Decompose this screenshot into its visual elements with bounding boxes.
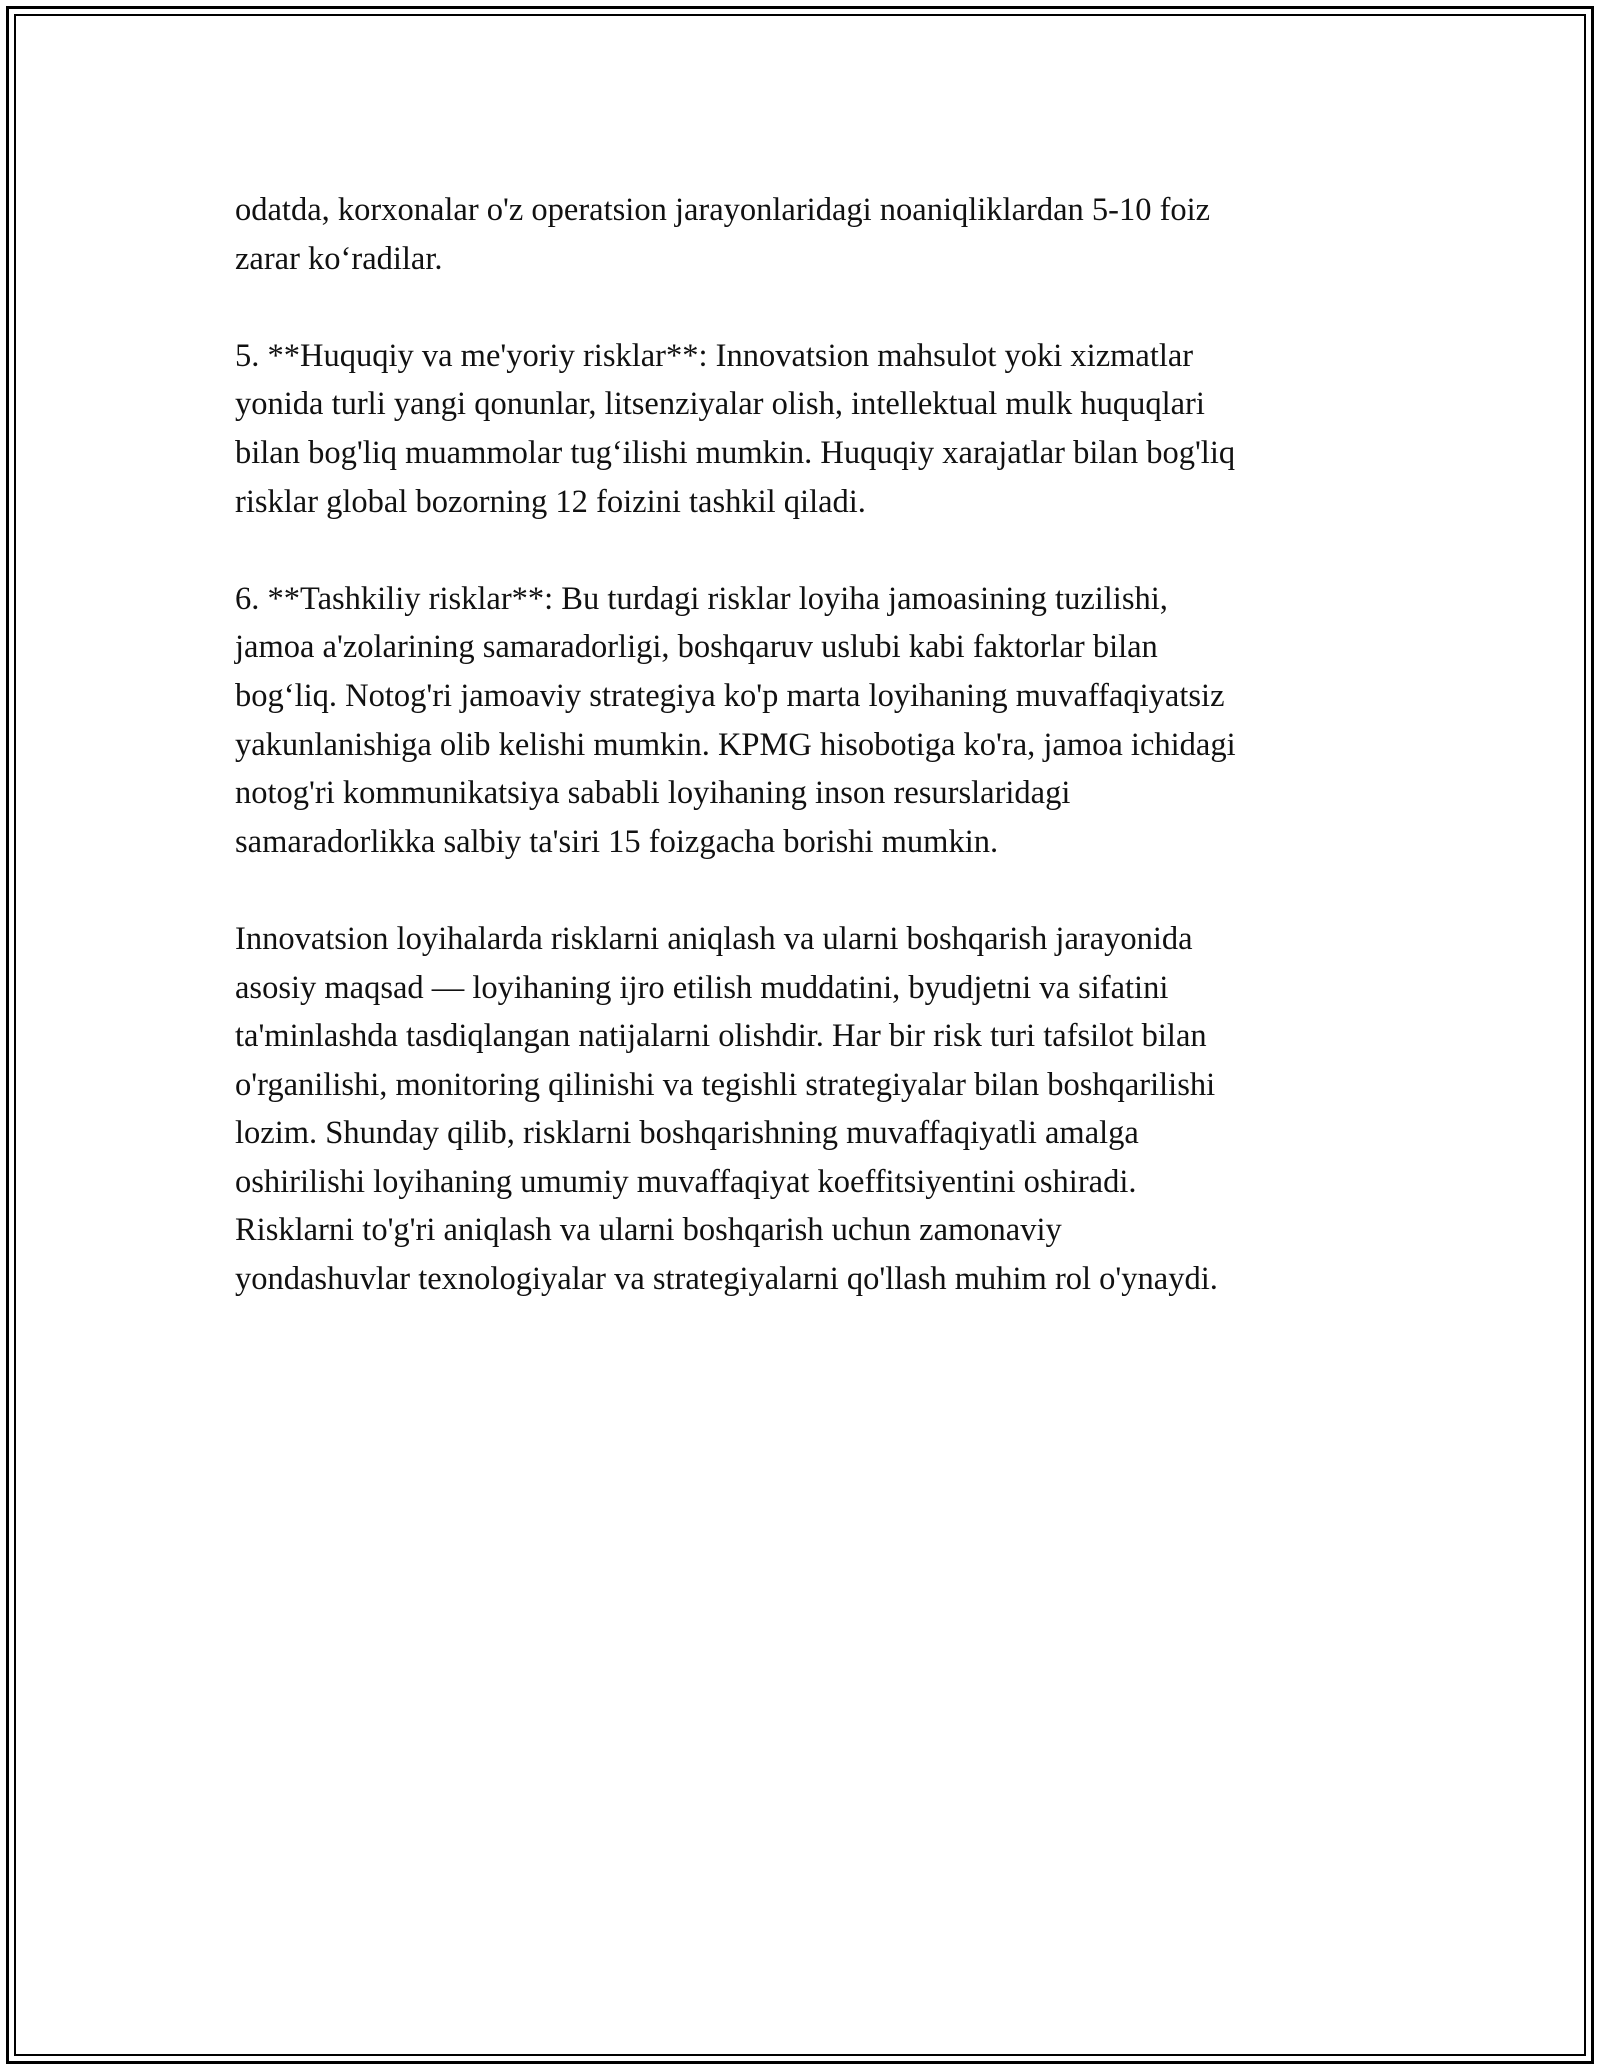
paragraph-conclusion: Innovatsion loyihalarda risklarni aniqlash va ularni boshqarish jarayonida asosiy maqsad — loyihaning ijro etilish muddatini, byudjetni va sifatini ta'minlashda tasdiqlangan natijalarni olishdir. Har bir risk turi tafsilot bilan o'rganilishi, monitoring qilinishi va tegishli strategiyalar bilan boshqarilishi lozim. Shunday qilib, risklarni boshqarishning muvaffaqiyatli amalga oshirilishi loyihaning umumiy muvaffaqiyat koeffitsiyentini oshiradi. Risklarni to'g'ri aniqlash va ularni boshqarish uchun zamonaviy yondashuvlar texnologiyalar va strategiyalarni qo'llash muhim rol o'ynaydi. — [235, 920, 1218, 1298]
paragraph-continuation: odatda, korxonalar o'z operatsion jarayonlaridagi noaniqliklardan 5-10 foiz zarar ko‘radilar. — [235, 192, 1211, 277]
paragraph-legal-risks: 5. **Huquqiy va me'yoriy risklar**: Innovatsion mahsulot yoki xizmatlar yonida turli yangi qonunlar, litsenziyalar olish, intellektual mulk huquqlari bilan bog'liq muammolar tug‘ilishi mumkin. Huquqiy xarajatlar bilan bog'liq risklar global bozorning 12 foizini tashkil qiladi. — [235, 337, 1236, 520]
paragraph-organizational-risks: 6. **Tashkiliy risklar**: Bu turdagi risklar loyiha jamoasining tuzilishi, jamoa a'zolarining samaradorligi, boshqaruv uslubi kabi faktorlar bilan bog‘liq. Notog'ri jamoaviy strategiya ko'p marta loyihaning muvaffaqiyatsiz yakunlanishiga olib kelishi mumkin. KPMG hisobotiga ko'ra, jamoa ichidagi notog'ri kommunikatsiya sababli loyihaning inson resurslaridagi samaradorlikka salbiy ta'siri 15 foizgacha borishi mumkin. — [235, 580, 1236, 860]
document-body — [235, 186, 1375, 1352]
